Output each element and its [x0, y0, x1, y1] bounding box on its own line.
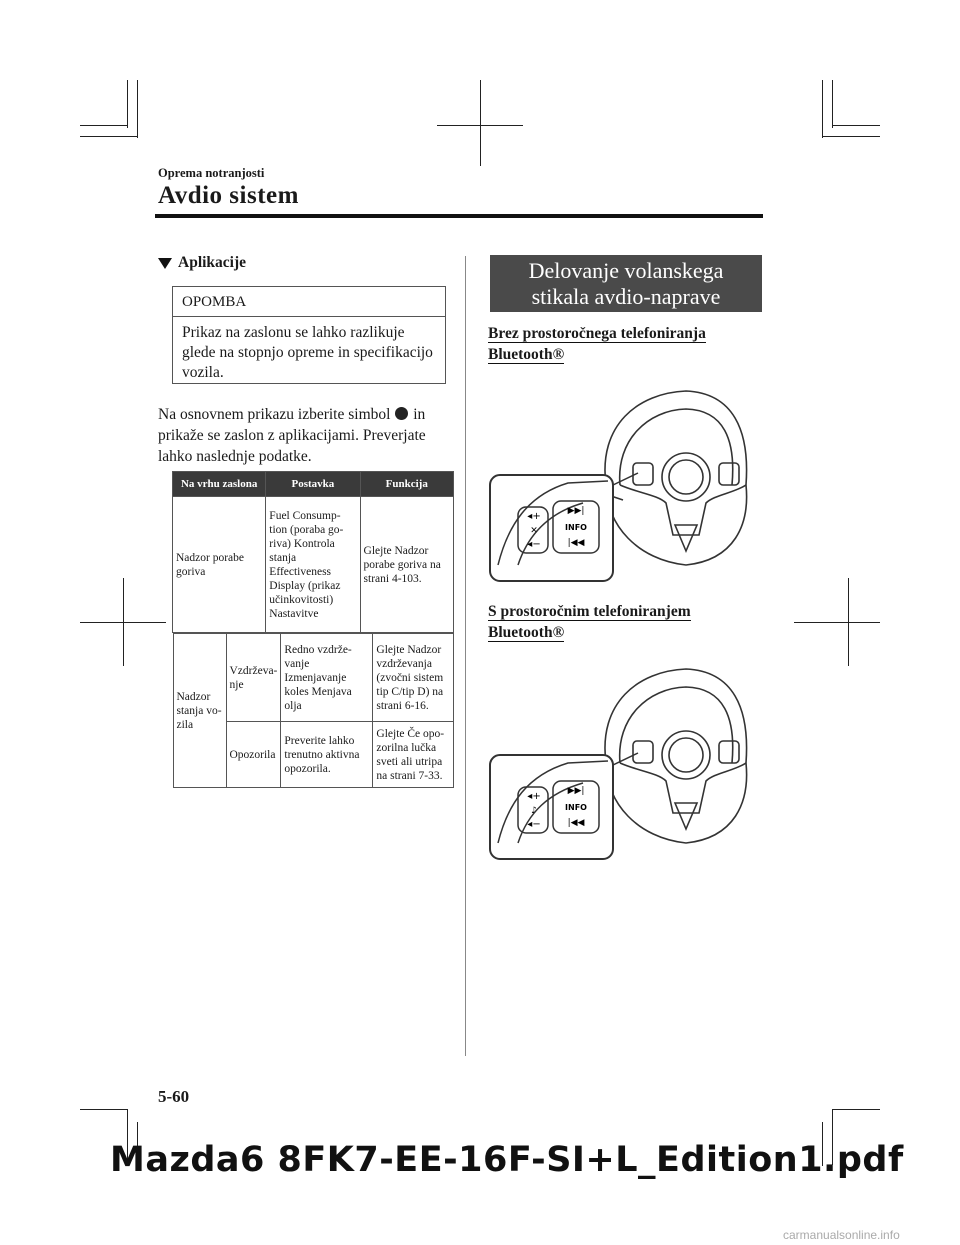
- table-cell: Glejte Če opo-zorilna lučka sveti ali utripa na strani 7-33.: [373, 722, 453, 788]
- paragraph-part-b: in prikaže se zaslon z aplikacijami. Preverjate lahko naslednje podatke.: [158, 406, 426, 465]
- svg-text:◂+: ◂+: [527, 791, 541, 802]
- crop-mark: [832, 80, 833, 128]
- table-header: Funkcija: [360, 472, 453, 497]
- crop-mark: [822, 80, 823, 138]
- table-header: Postavka: [266, 472, 360, 497]
- crop-mark: [848, 578, 849, 666]
- subheading: [158, 254, 246, 272]
- svg-text:▶▶|: ▶▶|: [567, 786, 585, 796]
- table-cell: Fuel Consump-tion (poraba go-riva) Kontrola stanja Effectiveness Display (prikaz učinkovitosti) Nastavitve: [266, 497, 360, 633]
- table-cell: Vzdrževa-nje: [226, 634, 281, 722]
- crop-mark: [80, 1109, 128, 1110]
- svg-text:✕: ✕: [530, 526, 538, 536]
- table-row: [173, 633, 454, 789]
- table-row: [173, 497, 454, 633]
- section-banner: [490, 255, 762, 312]
- crop-mark: [832, 1109, 880, 1110]
- table-cell: Glejte Nadzor porabe goriva na strani 4-103.: [360, 497, 453, 633]
- intro-paragraph: [158, 404, 450, 467]
- banner-line: Delovanje volanskega: [528, 258, 724, 283]
- crop-mark: [80, 136, 138, 137]
- svg-text:|◀◀: |◀◀: [567, 818, 585, 828]
- column-divider: [465, 256, 466, 1056]
- svg-text:◂−: ◂−: [527, 819, 541, 830]
- steering-wheel-figure-1: [488, 385, 753, 585]
- heading-line: S prostoročnim telefoniranjem: [488, 603, 691, 620]
- table-cell: Glejte Nadzor vzdrževanja (zvočni sistem tip C/tip D) na strani 6-16.: [373, 634, 453, 722]
- svg-text:◂−: ◂−: [527, 539, 541, 550]
- heading-line: Bluetooth®: [488, 346, 565, 363]
- heading-line: Bluetooth®: [488, 624, 565, 641]
- crop-mark: [127, 80, 128, 128]
- steering-wheel-figure-2: [488, 663, 753, 863]
- subheading-text: Aplikacije: [178, 254, 247, 271]
- crop-mark: [822, 136, 880, 137]
- crop-mark: [123, 578, 124, 666]
- crop-mark: [137, 80, 138, 138]
- info-button-label: INFO: [565, 803, 587, 812]
- page-number: 5-60: [158, 1087, 190, 1106]
- svg-text:|◀◀: |◀◀: [567, 538, 585, 548]
- triangle-icon: [158, 258, 172, 269]
- svg-text:◂+: ◂+: [527, 511, 541, 522]
- footer-filename: Mazda6 8FK7-EE-16F-SI+L_Edition1.pdf: [110, 1140, 904, 1180]
- watermark: carmanualsonline.info: [783, 1228, 900, 1242]
- table-header: Na vrhu zaslona: [173, 472, 266, 497]
- table-cell: Nadzor porabe goriva: [173, 497, 266, 633]
- table-cell: Preverite lahko trenutno aktivna opozorila.: [281, 722, 373, 788]
- info-button-label: INFO: [565, 523, 587, 532]
- section-label: Oprema notranjosti: [158, 166, 265, 180]
- note-box: [172, 286, 446, 384]
- heading-line: Brez prostoročnega telefoniranja: [488, 325, 706, 342]
- paragraph-part-a: Na osnovnem prikazu izberite simbol: [158, 406, 391, 423]
- table-cell: Redno vzdrže-vanje Izmenjavanje koles Menjava olja: [281, 634, 373, 722]
- svg-text:♪: ♪: [531, 806, 537, 816]
- note-text: Prikaz na zaslonu se lahko razlikuje glede na stopnjo opreme in specifikacijo vozila.: [182, 324, 433, 381]
- crop-mark: [794, 622, 880, 623]
- crop-mark: [480, 80, 481, 166]
- table-cell: Opozorila: [226, 722, 281, 788]
- crop-mark: [832, 125, 880, 126]
- heading-no-handsfree: [488, 323, 706, 365]
- note-heading: OPOMBA: [173, 287, 445, 317]
- table-cell: Nadzor stanja vo-zila: [173, 634, 226, 788]
- svg-text:▶▶|: ▶▶|: [567, 506, 585, 516]
- apps-table: [172, 471, 454, 788]
- page-title: Avdio sistem: [158, 182, 299, 209]
- heading-handsfree: [488, 601, 691, 643]
- banner-line: stikala avdio-naprave: [531, 284, 721, 309]
- header-rule: [155, 214, 763, 218]
- crop-mark: [80, 125, 128, 126]
- apps-symbol-icon: [395, 407, 408, 420]
